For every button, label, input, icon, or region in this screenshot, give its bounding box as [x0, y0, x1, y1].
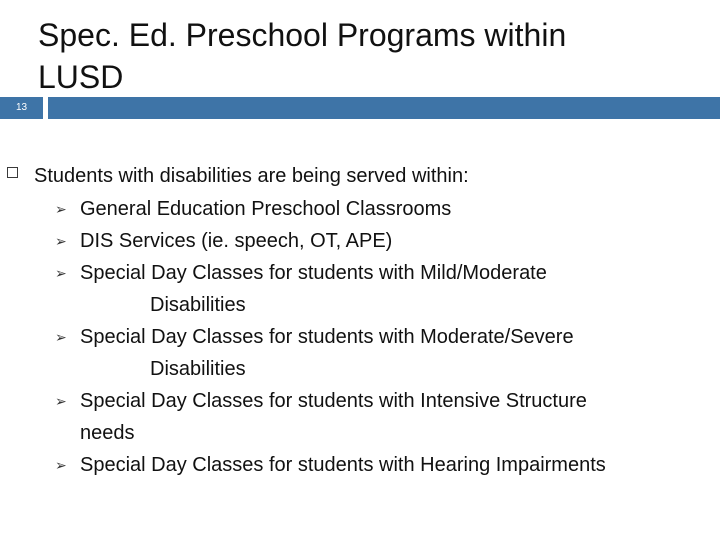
list-item	[0, 449, 720, 481]
list-item-text: Special Day Classes for students with Moderate/Severe	[80, 326, 574, 348]
header-accent-bar	[48, 97, 720, 119]
arrowhead-icon: ➢	[55, 329, 67, 345]
arrowhead-icon: ➢	[55, 393, 67, 409]
slide-number: 13	[0, 97, 43, 119]
list-item	[0, 193, 720, 225]
arrowhead-icon: ➢	[55, 265, 67, 281]
main-bullet-text: Students with disabilities are being served within:	[34, 165, 469, 187]
list-item-text: Special Day Classes for students with Mild/Moderate	[80, 262, 547, 284]
slide-title-line-2: LUSD	[38, 59, 124, 95]
slide-title-line-1: Spec. Ed. Preschool Programs within	[38, 17, 567, 53]
list-item-continuation: Disabilities	[150, 294, 246, 316]
list-item-text: Special Day Classes for students with Intensive Structure	[80, 390, 587, 412]
list-item-continuation: Disabilities	[150, 358, 246, 380]
list-item-continuation: needs	[80, 422, 135, 444]
list-item	[0, 321, 720, 385]
list-item	[0, 225, 720, 257]
arrowhead-icon: ➢	[55, 201, 67, 217]
arrowhead-icon: ➢	[55, 233, 67, 249]
sub-bullet-list	[0, 193, 720, 481]
slide-title	[38, 14, 698, 98]
arrowhead-icon: ➢	[55, 457, 67, 473]
list-item-text: Special Day Classes for students with Hearing Impairments	[80, 454, 606, 476]
list-item-text: General Education Preschool Classrooms	[80, 198, 452, 220]
hollow-square-icon	[7, 167, 18, 178]
list-item	[0, 257, 720, 321]
list-item-text: DIS Services (ie. speech, OT, APE)	[80, 230, 393, 252]
list-item	[0, 385, 720, 449]
